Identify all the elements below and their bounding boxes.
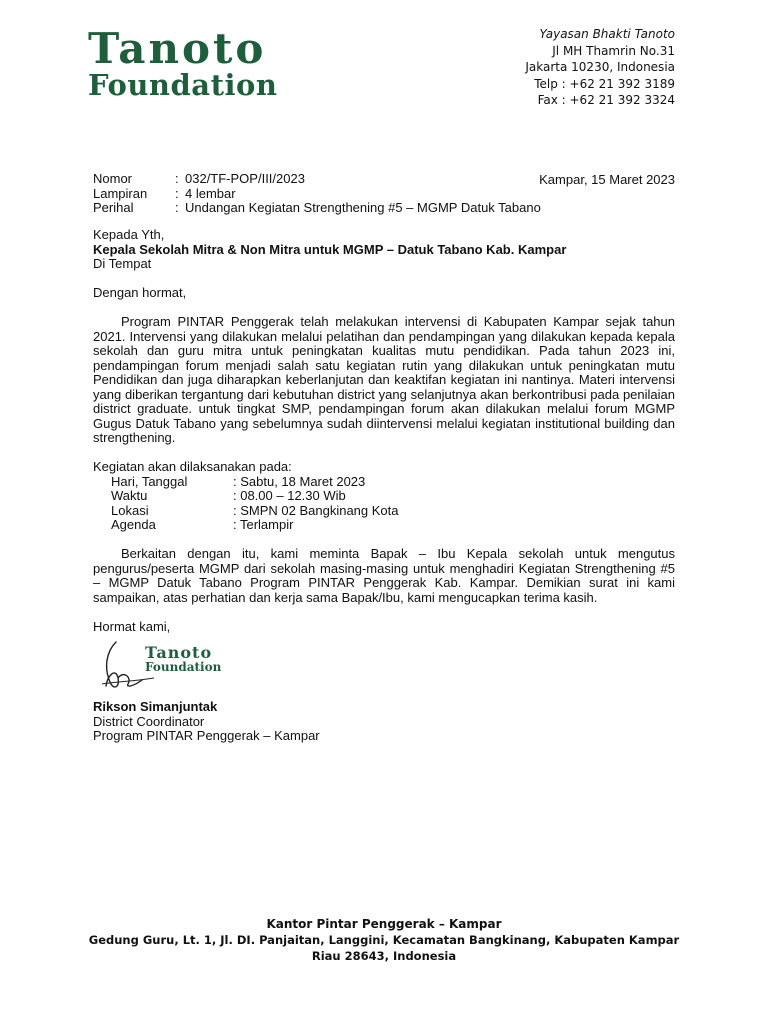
footer-address: Gedung Guru, Lt. 1, Jl. DI. Panjaitan, Langgini, Kecamatan Bangkinang, Kabupaten Kampar	[88, 933, 680, 947]
schedule-row	[111, 518, 675, 533]
schedule-label: Agenda	[111, 517, 156, 532]
schedule-label: Lokasi	[111, 502, 149, 518]
footer-office: Kantor Pintar Penggerak – Kampar	[266, 917, 502, 931]
meta-row-nomor	[93, 172, 541, 187]
schedule-row	[111, 504, 675, 519]
schedule-label: Hari, Tanggal	[111, 473, 188, 489]
closing: Hormat kami,	[93, 618, 171, 634]
address-org: Yayasan Bhakti Tanoto	[539, 27, 675, 41]
schedule-value: : 08.00 – 12.30 Wib	[233, 488, 346, 503]
meta-value: 032/TF-POP/III/2023	[185, 171, 305, 186]
tanoto-foundation-logo	[88, 24, 278, 102]
schedule-value: : SMPN 02 Bangkinang Kota	[233, 502, 399, 518]
signer-name: Rikson Simanjuntak	[93, 699, 218, 714]
paragraph-request: Berkaitan dengan itu, kami meminta Bapak – Ibu Kepala sekolah untuk mengutus pengurus/peserta MGMP dari sekolah masing-masing untuk menghadiri Kegiatan Strengthening #5 – MGMP Datuk Tabano Program PINTAR Penggerak Kab. Kampar. Demikian surat ini kami sampaikan, atas perhatian dan kerja sama Bapak/Ibu, kami mengucapkan terima kasih.	[93, 546, 675, 605]
letter-footer	[0, 916, 768, 964]
meta-label: Lampiran	[93, 185, 148, 201]
sender-address	[525, 26, 675, 109]
recipient-greeting: Kepada Yth,	[93, 227, 165, 242]
address-city: Jakarta 10230, Indonesia	[525, 60, 675, 74]
address-fax: Fax : +62 21 392 3324	[537, 93, 675, 107]
stamp-line-foundation: Foundation	[145, 660, 222, 674]
logo-line-tanoto: Tanoto	[88, 24, 267, 73]
schedule-list	[111, 475, 675, 533]
schedule-value: : Sabtu, 18 Maret 2023	[233, 473, 366, 489]
schedule-row	[111, 489, 675, 504]
letter-meta	[93, 172, 541, 216]
meta-colon: :	[175, 200, 179, 215]
signer-title: District Coordinator	[93, 713, 205, 729]
signer-program: Program PINTAR Penggerak – Kampar	[93, 728, 320, 743]
stamp-line-tanoto: Tanoto	[145, 643, 213, 662]
address-street: Jl MH Thamrin No.31	[552, 43, 675, 58]
recipient-name: Kepala Sekolah Mitra & Non Mitra untuk MGMP – Datuk Tabano Kab. Kampar	[93, 241, 567, 257]
recipient-place: Di Tempat	[93, 256, 152, 271]
signature-stamp-logo	[145, 643, 222, 674]
schedule-value: : Terlampir	[233, 517, 294, 532]
meta-label: Nomor	[93, 171, 133, 186]
meta-colon: :	[175, 171, 179, 186]
meta-value: Undangan Kegiatan Strengthening #5 – MGMP Datuk Tabano	[185, 200, 541, 215]
footer-region: Riau 28643, Indonesia	[311, 949, 457, 963]
logo-line-foundation: Foundation	[88, 68, 278, 102]
address-phone: Telp : +62 21 392 3189	[534, 76, 675, 91]
paragraph-intro: Program PINTAR Penggerak telah melakukan intervensi di Kabupaten Kampar sejak tahun 2021. Intervensi yang dilakukan melalui pelatihan dan pendampingan yang dilakukan kepada kepala sekolah dan guru mitra untuk peningkatan kualitas mutu pendidikan. Pada tahun 2023 ini, pendampingan forum menjadi salah satu kegiatan rutin yang dilakukan untuk peningkatan mutu Pendidikan dan juga diharapkan keberlanjutan dan keaktifan kegiatan ini nantinya. Materi intervensi yang diberikan tergantung dari kebutuhan district yang selanjutnya akan berkontribusi pada penilaian district graduate. untuk tingkat SMP, pendampingan forum akan dilakukan melalui forum MGMP Gugus Datuk Tabano yang sebelumnya sudah diintervensi melalui kegiatan institutional building dan strengthening.	[93, 314, 675, 445]
schedule-label: Waktu	[111, 488, 148, 503]
salutation: Dengan hormat,	[93, 285, 187, 300]
letter-date: Kampar, 15 Maret 2023	[539, 172, 675, 187]
schedule-intro: Kegiatan akan dilaksanakan pada:	[93, 459, 292, 474]
signature-block	[98, 638, 228, 700]
letter-body	[93, 228, 675, 744]
meta-label: Perihal	[93, 200, 134, 215]
meta-colon: :	[175, 185, 179, 201]
meta-row-lampiran	[93, 187, 541, 202]
meta-value: 4 lembar	[185, 185, 236, 201]
meta-row-perihal	[93, 201, 541, 216]
schedule-row	[111, 475, 675, 490]
